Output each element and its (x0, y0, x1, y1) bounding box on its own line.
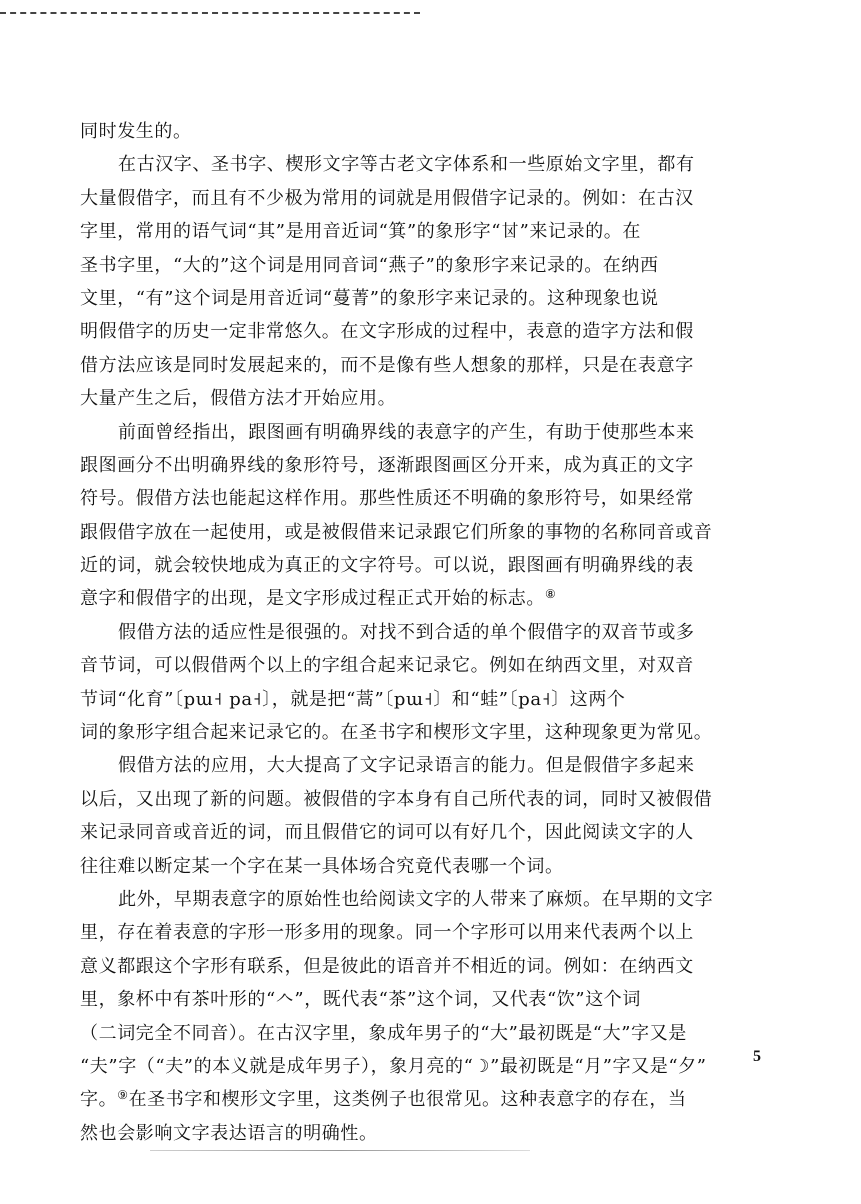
text-line-content: 假借方法的应用，大大提高了文字记录语言的能力。但是假借字多起来 (118, 755, 695, 777)
text-line-content: 节词“化育”〔pɯ˧ pa˧〕，就是把“蒿”〔pɯ˧〕和“蛙”〔pa˧〕这两个 (80, 688, 626, 710)
text-line (80, 416, 780, 449)
text-line-content: 此外，早期表意字的原始性也给阅读文字的人带来了麻烦。在早期的文字 (118, 888, 714, 910)
text-line-content: 同时发生的。 (80, 121, 192, 142)
text-line (80, 1050, 780, 1083)
text-line-content: 音节词，可以假借两个以上的字组合起来记录它。例如在纳西文里，对双音 (80, 655, 694, 677)
top-dashed-border (0, 12, 420, 14)
text-line-content: 文里，“有”这个词是用音近词“蔓菁”的象形字来记录的。这种现象也说 (80, 287, 659, 309)
text-line (80, 516, 780, 549)
text-line-content: 然也会影响文字表达语言的明确性。 (80, 1122, 378, 1144)
footnote-marker: ⑧ (545, 587, 557, 602)
text-line (80, 850, 780, 883)
text-line (80, 549, 780, 582)
text-line (80, 115, 780, 148)
text-line-content: 里，象杯中有茶叶形的“𠆢”，既代表“茶”这个词，又代表“饮”这个词 (80, 989, 642, 1011)
text-line-content: 意字和假借字的出现，是文字形成过程正式开始的标志。 (80, 588, 545, 610)
text-line-content: 词的象形字组合起来记录它的。在圣书字和楔形文字里，这种现象更为常见。 (80, 722, 713, 744)
text-line-content: “夫”字（“夫”的本义就是成年男子），象月亮的“☽”最初既是“月”字又是“夕” (80, 1055, 707, 1077)
text-line-content: 符号。假借方法也能起这样作用。那些性质还不明确的象形符号，如果经常 (80, 488, 694, 510)
text-line-continuation: 在圣书字和楔形文字里，这类例子也很常见。这种表意字的存在，当 (128, 1089, 687, 1111)
text-line-content: 明假借字的历史一定非常悠久。在文字形成的过程中，表意的造字方法和假 (80, 321, 694, 343)
text-line (80, 182, 780, 215)
footnote-marker: ⑨ (117, 1088, 129, 1103)
text-line (80, 315, 780, 348)
scan-artifact-line (150, 1150, 530, 1151)
text-line (80, 950, 780, 983)
text-line-content: 借方法应该是同时发展起来的，而不是像有些人想象的那样，只是在表意字 (80, 354, 694, 376)
text-line (80, 883, 780, 916)
text-line-content: 大量假借字，而且有不少极为常用的词就是用假借字记录的。例如：在古汉 (80, 187, 694, 209)
text-line (80, 148, 780, 181)
text-line (80, 1117, 780, 1150)
text-line (80, 349, 780, 382)
page-text (80, 115, 780, 1150)
text-line-content: 前面曾经指出，跟图画有明确界线的表意字的产生，有助于使那些本来 (118, 421, 695, 443)
text-line (80, 482, 780, 515)
text-line-content: 意义都跟这个字形有联系，但是彼此的语音并不相近的词。例如：在纳西文 (80, 955, 694, 977)
text-line (80, 382, 780, 415)
text-line-content: 字里，常用的语气词“其”是用音近词“箕”的象形字“𠀠”来记录的。在 (80, 221, 642, 243)
text-line-content: 在古汉字、圣书字、楔形文字等古老文字体系和一些原始文字里，都有 (118, 154, 695, 176)
text-line (80, 249, 780, 282)
text-line (80, 1017, 780, 1050)
text-line-content: （二词完全不同音）。在古汉字里，象成年男子的“大”最初既是“大”字又是 (80, 1022, 687, 1044)
text-line (80, 983, 780, 1016)
text-line (80, 749, 780, 782)
text-line (80, 716, 780, 749)
text-line (80, 616, 780, 649)
text-line-content: 往往难以断定某一个字在某一具体场合究竟代表哪一个词。 (80, 855, 564, 877)
text-line (80, 816, 780, 849)
text-line-content: 大量产生之后，假借方法才开始应用。 (80, 388, 397, 410)
text-line (80, 215, 780, 248)
text-line-content: 以后，又出现了新的问题。被假借的字本身有自己所代表的词，同时又被假借 (80, 788, 713, 810)
text-line-content: 假借方法的适应性是很强的。对找不到合适的单个假借字的双音节或多 (118, 621, 695, 643)
text-line-content: 跟假借字放在一起使用，或是被假借来记录跟它们所象的事物的名称同音或音 (80, 521, 713, 543)
page-number: 5 (753, 1048, 761, 1065)
text-line-content: 圣书字里，“大的”这个词是用同音词“燕子”的象形字来记录的。在纳西 (80, 254, 659, 276)
text-line-content: 跟图画分不出明确界线的象形符号，逐渐跟图画区分开来，成为真正的文字 (80, 454, 694, 476)
text-line (80, 683, 780, 716)
text-line-content: 里，存在着表意的字形一形多用的现象。同一个字形可以用来代表两个以上 (80, 922, 694, 944)
text-line (80, 449, 780, 482)
text-line (80, 1083, 780, 1116)
text-line (80, 783, 780, 816)
text-line (80, 282, 780, 315)
text-line (80, 582, 780, 615)
text-line (80, 649, 780, 682)
text-line-content: 来记录同音或音近的词，而且假借它的词可以有好几个，因此阅读文字的人 (80, 822, 694, 844)
text-line (80, 916, 780, 949)
text-line-content: 字。 (80, 1089, 118, 1111)
text-line-content: 近的词，就会较快地成为真正的文字符号。可以说，跟图画有明确界线的表 (80, 555, 694, 577)
